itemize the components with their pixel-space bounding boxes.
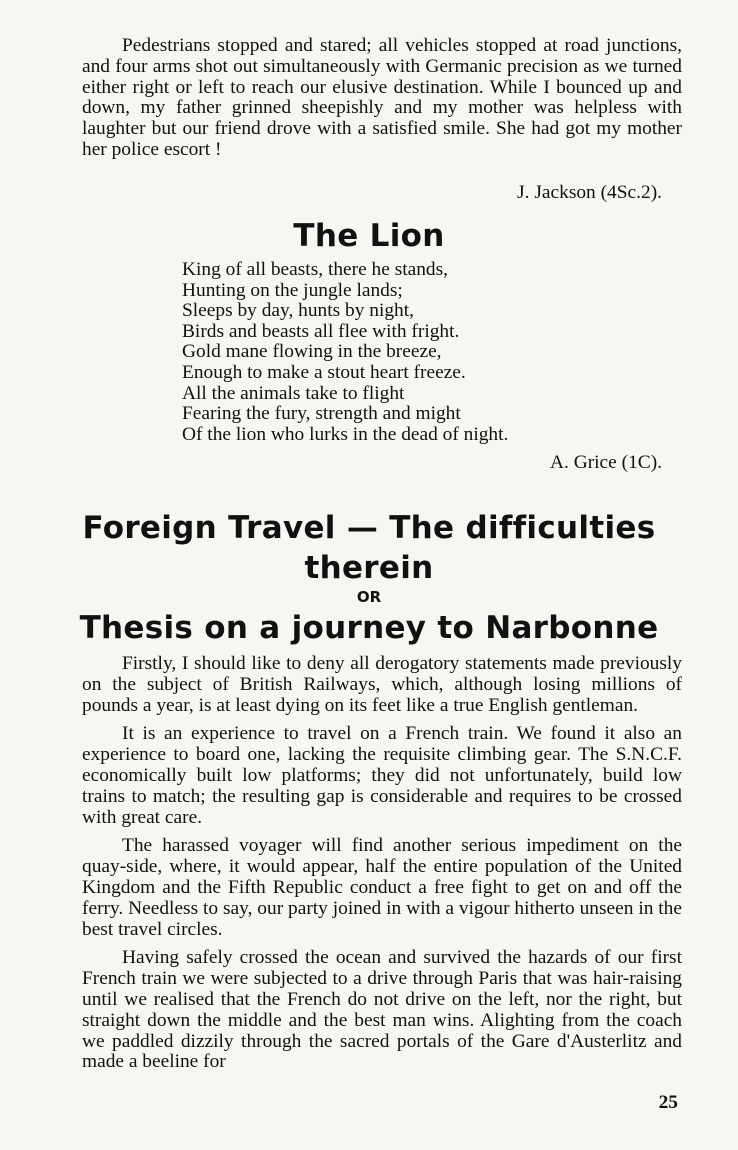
article-subtitle: Thesis on a journey to Narbonne	[79, 610, 659, 646]
poem-line: Birds and beasts all flee with fright.	[182, 320, 460, 342]
article-title-line-1: Foreign Travel — The difficulties	[82, 510, 656, 546]
article-body	[82, 654, 682, 1081]
article-paragraph: Having safely crossed the ocean and survived the hazards of our first French train we were subjected to a drive through Paris that was hair-raising until we realised that the French do not drive on the left, nor the right, but straight down the middle and the best man wins. Alighting from the coach we paddled dizzily through the sacred portals of the Gare d'Austerlitz and made a beeline for	[82, 947, 682, 1073]
article-title-line-2: therein	[304, 550, 434, 586]
poem-line: Hunting on the jungle lands;	[182, 279, 403, 301]
poem-line: Enough to make a stout heart freeze.	[182, 361, 466, 383]
poem-body	[182, 260, 612, 445]
intro-paragraph: Pedestrians stopped and stared; all vehicles stopped at road junctions, and four arms shot out simultaneously with Germanic precision as we turned either right or left to reach our elusive destination. While I bounced up and down, my father grinned sheepishly and my mother was helpless with laughter but our friend drove with a satisfied smile. She had got my mother her police escort !	[82, 35, 682, 160]
page-number: 25	[658, 1092, 678, 1113]
article-paragraph: Firstly, I should like to deny all derogatory statements made previously on the subject of British Railways, which, although losing millions of pounds a year, is at least dying on its feet like a true English gentleman.	[82, 653, 682, 716]
poem-title: The Lion	[293, 218, 445, 254]
poem-signature: A. Grice (1C).	[550, 452, 662, 473]
article-paragraph: It is an experience to travel on a French train. We found it also an experience to board one, lacking the requisite climbing gear. The S.N.C.F. economically built low platforms; they did not unfortunately, build low trains to match; the resulting gap is considerable and requires to be crossed with great care.	[82, 723, 682, 828]
intro-signature: J. Jackson (4Sc.2).	[517, 182, 662, 203]
poem-line: All the animals take to flight	[182, 382, 405, 404]
poem-line: Fearing the fury, strength and might	[182, 403, 461, 425]
poem-line: King of all beasts, there he stands,	[182, 259, 449, 280]
article-paragraph: The harassed voyager will find another serious impediment on the quay-side, where, it would appear, half the entire population of the United Kingdom and the Fifth Republic conduct a free fight to get on and off the ferry. Needless to say, our party joined in with a vigour hitherto unseen in the best travel circles.	[82, 835, 682, 940]
intro-text	[82, 36, 682, 169]
article-or: OR	[356, 588, 382, 606]
poem-line: Sleeps by day, hunts by night,	[182, 300, 414, 322]
poem-line: Of the lion who lurks in the dead of night.	[182, 423, 509, 445]
poem-line: Gold mane flowing in the breeze,	[182, 341, 442, 363]
